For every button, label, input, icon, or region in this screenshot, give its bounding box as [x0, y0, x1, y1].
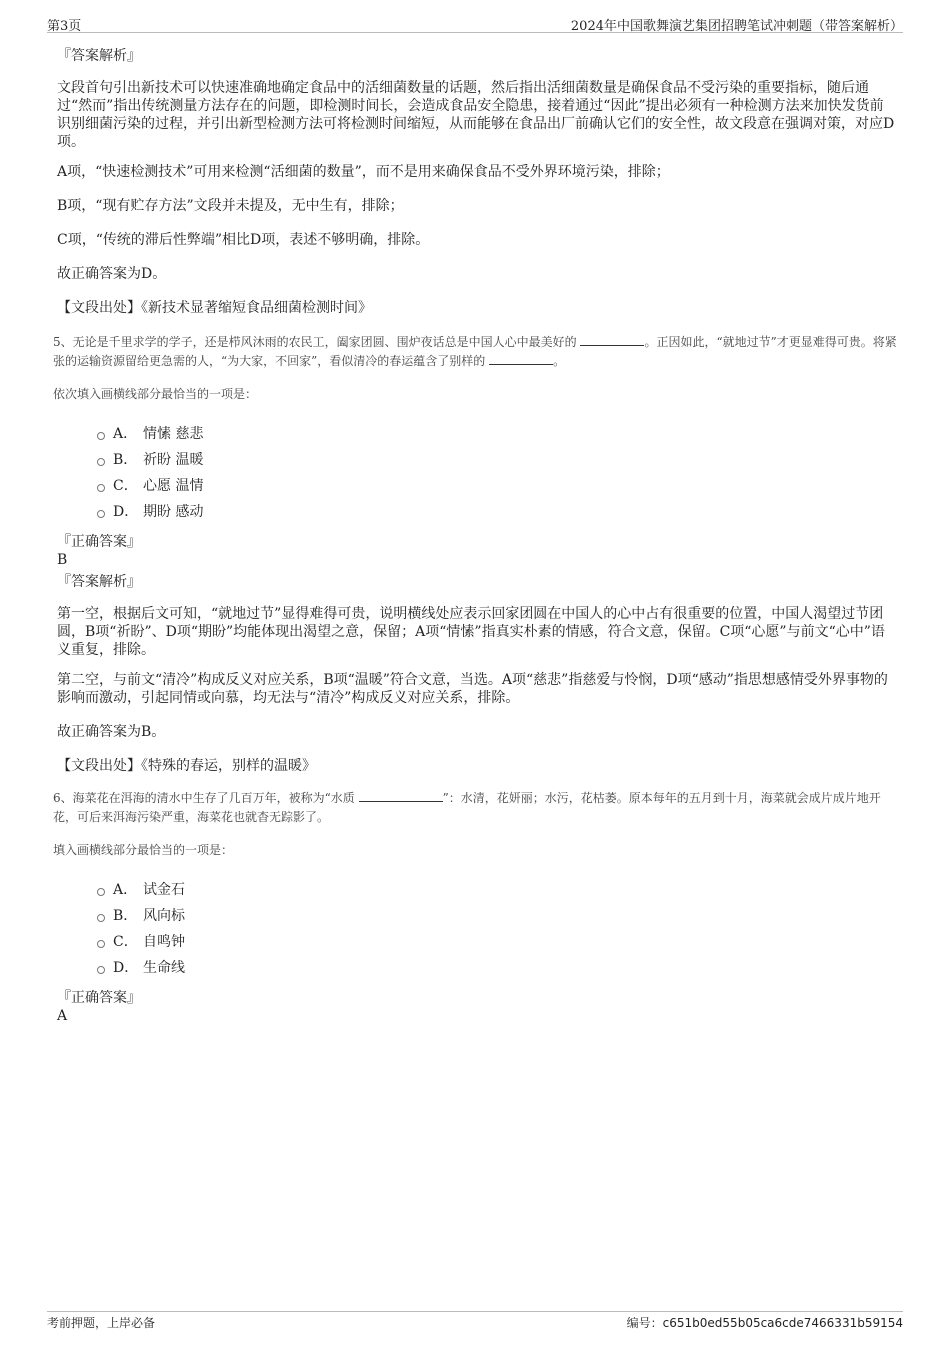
radio-icon[interactable] — [97, 458, 105, 466]
radio-icon[interactable] — [97, 484, 105, 492]
option-a[interactable]: A． 情愫 慈悲 — [97, 421, 897, 447]
radio-icon[interactable] — [97, 888, 105, 896]
fill-blank — [359, 789, 443, 802]
fill-blank — [580, 333, 644, 346]
source-citation: 【文段出处】《特殊的春运，别样的温暖》 — [57, 758, 316, 774]
explanation-paragraph: B项，“现有贮存方法”文段并未提及，无中生有，排除； — [57, 198, 404, 214]
page-content — [53, 47, 897, 1025]
option-d[interactable]: D． 期盼 感动 — [97, 499, 897, 525]
fill-blank — [489, 352, 553, 365]
option-b[interactable]: B． 祈盼 温暖 — [97, 447, 897, 473]
radio-icon[interactable] — [97, 914, 105, 922]
footer-divider — [47, 1311, 903, 1312]
question-6-stem: 6、海菜花在洱海的清水中生存了几百万年，被称为“水质 ”：水清，花妍丽；水污，花枯萎。原本每年的五月到十月，海菜就会成片成片地开花，可后来洱海污染严重，海菜花也就杳无踪影了。 — [53, 791, 881, 824]
explanation-label: 『答案解析』 — [57, 574, 141, 590]
option-b[interactable]: B． 风向标 — [97, 903, 897, 929]
source-citation: 【文段出处】《新技术显著缩短食品细菌检测时间》 — [57, 300, 372, 316]
radio-icon[interactable] — [97, 940, 105, 948]
explanation-paragraph: 文段首句引出新技术可以快速准确地确定食品中的活细菌数量的话题，然后指出活细菌数量是确保食品不受污染的重要指标，随后通过“然而”指出传统测量方法存在的问题，即检测时间长，会造成食品安全隐患，接着通过“因此”提出必须有一种检测方法来加快发货前识别细菌污染的过程，并引出新型检测方法可将检测时间缩短，从而能够在食品出厂前确认它们的安全性，故文段意在强调对策，对应D项。 — [57, 80, 895, 150]
option-d[interactable]: D． 生命线 — [97, 955, 897, 981]
page-number: 第3页 — [47, 19, 82, 34]
question-5-prompt: 依次填入画横线部分最恰当的一项是： — [53, 387, 258, 401]
document-code: 编号：c651b0ed55b05ca6cde7466331b59154 — [626, 1316, 903, 1330]
question-6-prompt: 填入画横线部分最恰当的一项是： — [53, 843, 234, 857]
explanation-label: 『答案解析』 — [57, 48, 141, 64]
correct-answer-label: 『正确答案』 — [57, 534, 141, 550]
document-title: 2024年中国歌舞演艺集团招聘笔试冲刺题（带答案解析） — [570, 19, 903, 34]
explanation-paragraph: 第一空，根据后文可知，“就地过节”显得难得可贵，说明横线处应表示回家团圆在中国人的心中占有很重要的位置，中国人渴望过节团圆，B项“祈盼”、D项“期盼”均能体现出渴望之意，保留；A项“情愫”指真实朴素的情感，符合文意，保留。C项“心愿”与前文“心中”语义重复，排除。 — [57, 606, 885, 658]
question-5-stem: 5、无论是千里求学的学子，还是栉风沐雨的农民工，阖家团圆、围炉夜话总是中国人心中最美好的 。正因如此，“就地过节”才更显难得可贵。将紧张的运输资源留给更急需的人，“为大家，不回家”，看似清冷的春运蕴含了别样的 。 — [53, 335, 897, 368]
explanation-paragraph: C项，“传统的滞后性弊端”相比D项，表述不够明确，排除。 — [57, 232, 430, 248]
radio-icon[interactable] — [97, 966, 105, 974]
explanation-paragraph: A项，“快速检测技术”可用来检测“活细菌的数量”，而不是用来确保食品不受外界环境污染，排除； — [57, 164, 670, 180]
radio-icon[interactable] — [97, 510, 105, 518]
explanation-paragraph: 故正确答案为D。 — [57, 266, 167, 282]
correct-answer: A — [57, 1008, 68, 1024]
option-a[interactable]: A． 试金石 — [97, 877, 897, 903]
question-6-options — [97, 877, 897, 981]
question-5-options — [97, 421, 897, 525]
correct-answer: B — [57, 552, 68, 568]
option-c[interactable]: C． 心愿 温情 — [97, 473, 897, 499]
option-c[interactable]: C． 自鸣钟 — [97, 929, 897, 955]
explanation-paragraph: 故正确答案为B。 — [57, 724, 166, 740]
explanation-paragraph: 第二空，与前文“清冷”构成反义对应关系，B项“温暖”符合文意，当选。A项“慈悲”指慈爱与怜悯，D项“感动”指思想感情受外界事物的影响而激动，引起同情或向慕，均无法与“清冷”构成反义对应关系，排除。 — [57, 672, 888, 706]
radio-icon[interactable] — [97, 432, 105, 440]
header-divider — [47, 32, 903, 33]
correct-answer-label: 『正确答案』 — [57, 990, 141, 1006]
footer-slogan: 考前押题，上岸必备 — [47, 1316, 156, 1330]
